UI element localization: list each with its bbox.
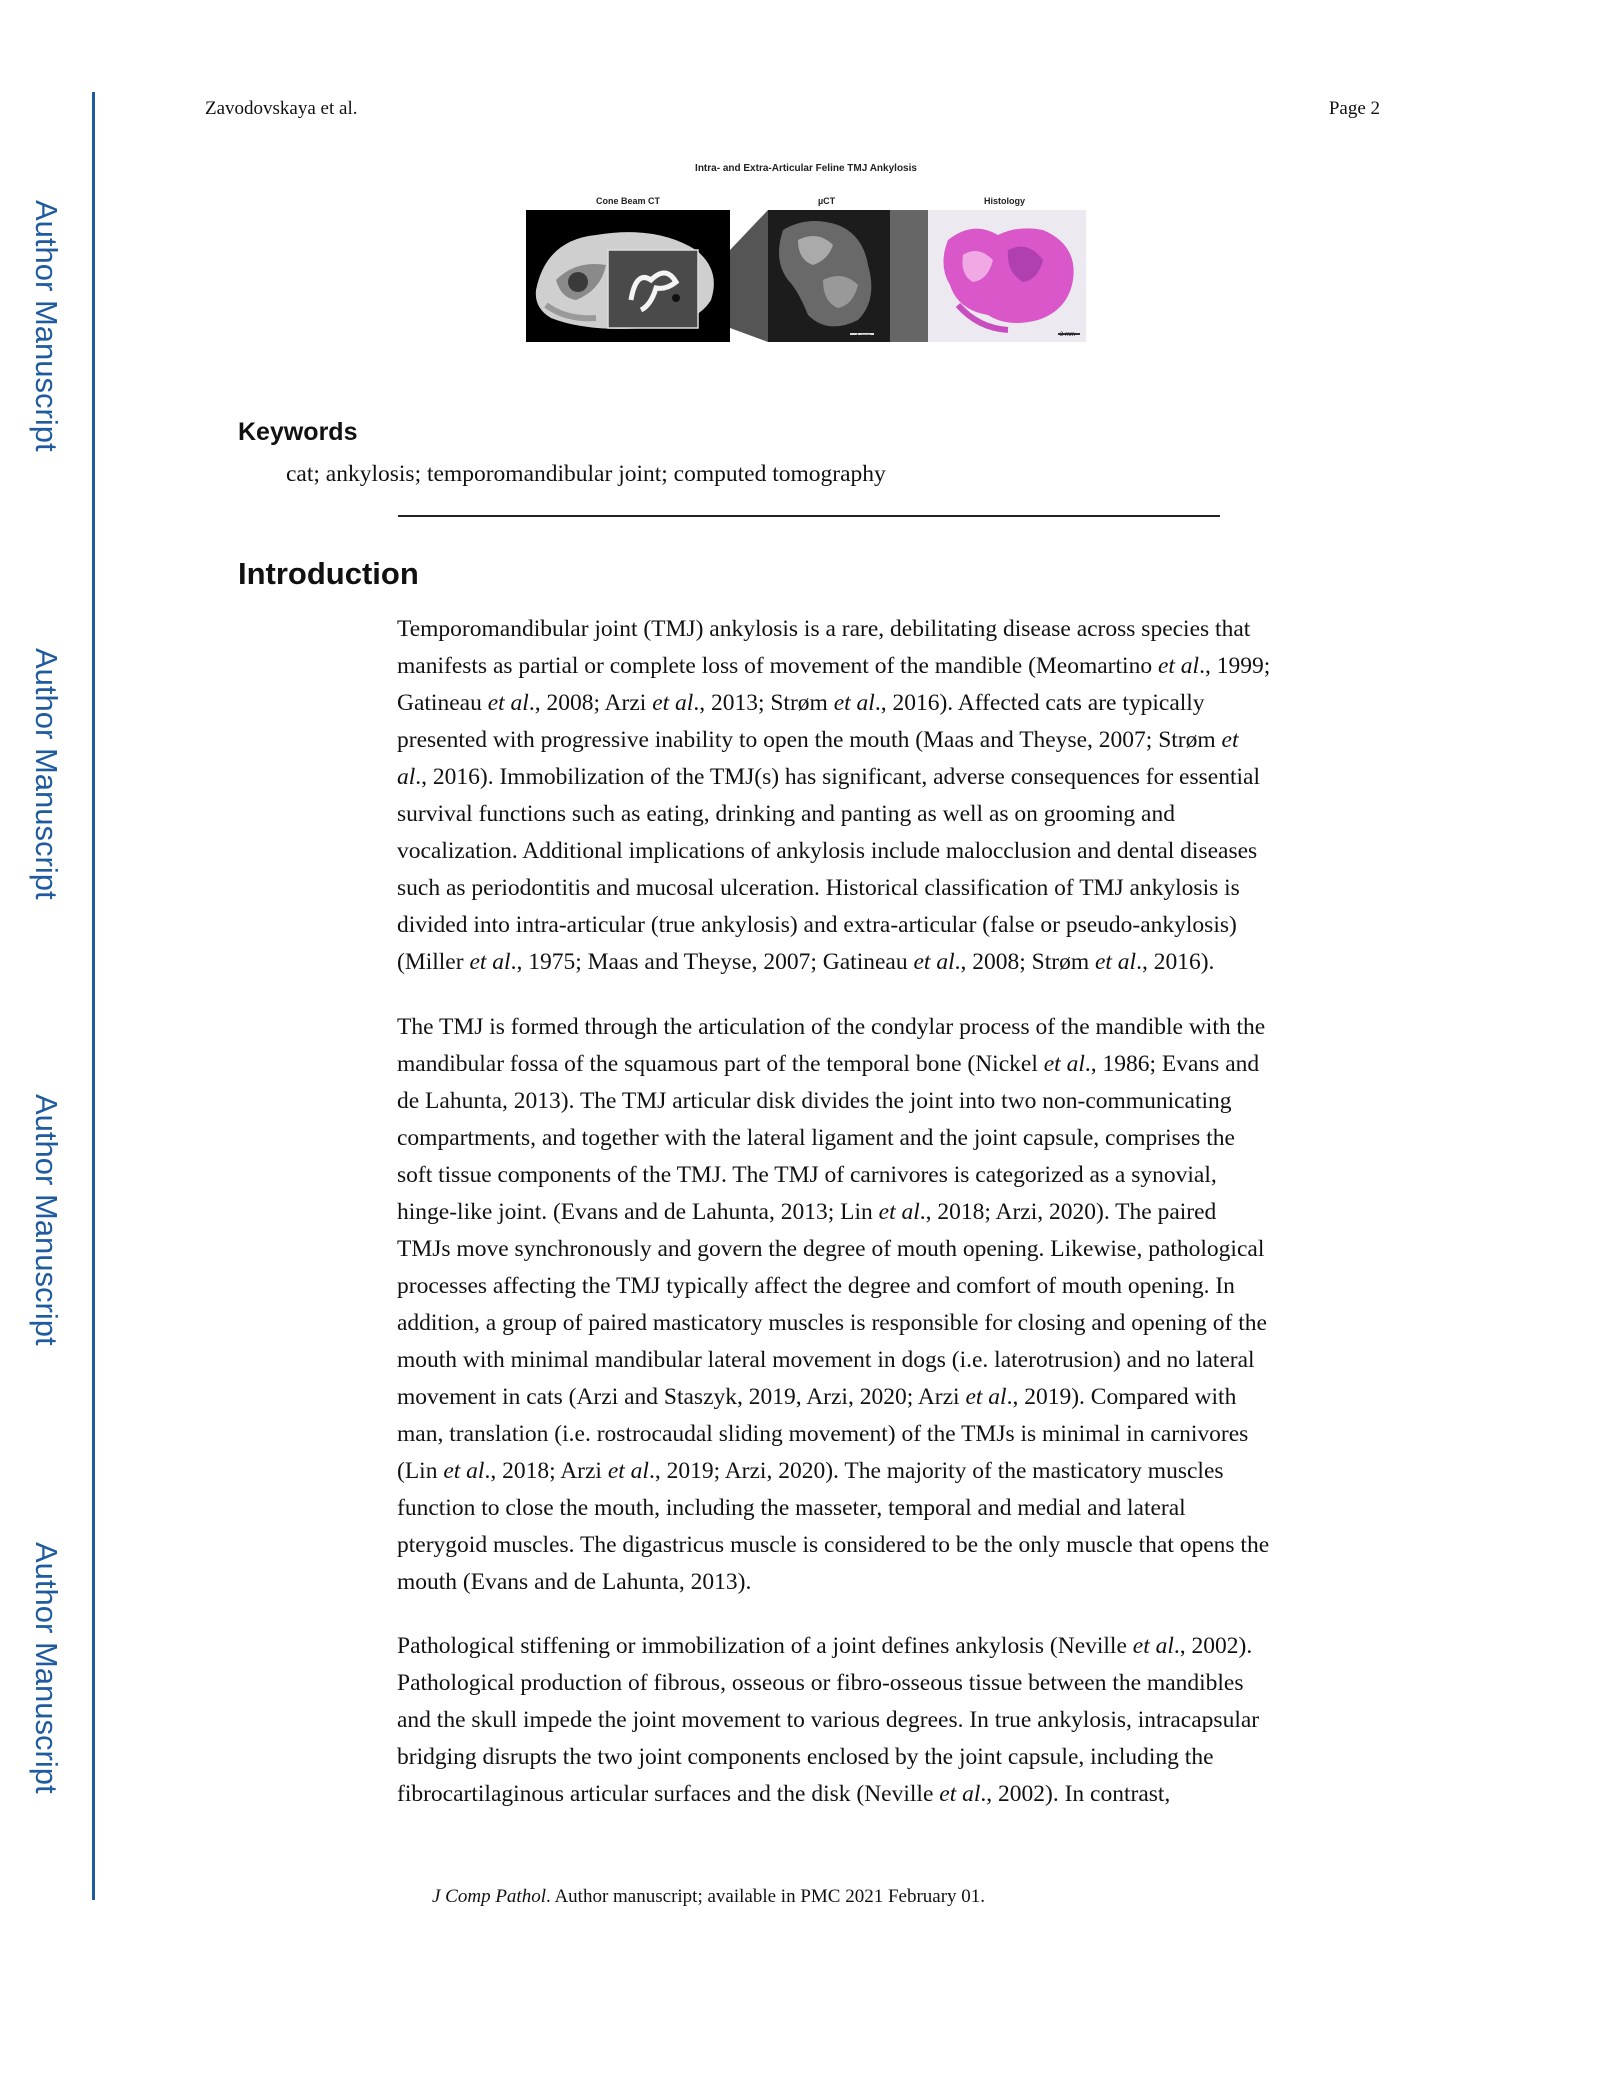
section-heading-introduction: Introduction [238, 556, 419, 591]
citation-footer [432, 1886, 985, 1908]
journal-name: J Comp Pathol [432, 1886, 546, 1907]
text-line: mouth (Evans and de Lahunta, 2013). [397, 1569, 752, 1595]
text-line: de Lahunta, 2013). The TMJ articular disk divides the joint into two non-communicating [397, 1088, 1232, 1114]
text-line: TMJs move synchronously and govern the degree of mouth opening. Likewise, pathological [397, 1236, 1265, 1262]
text-line: Pathological production of fibrous, osseous or fibro-osseous tissue between the mandibles [397, 1670, 1244, 1696]
text-line: divided into intra-articular (true ankylosis) and extra-articular (false or pseudo-ankylosis) [397, 912, 1237, 938]
text-line: fibrocartilaginous articular surfaces and the disk (Neville et al., 2002). In contrast, [397, 1781, 1171, 1807]
text-line: function to close the mouth, including the masseter, temporal and medial and lateral [397, 1495, 1186, 1521]
text-line: Temporomandibular joint (TMJ) ankylosis is a rare, debilitating disease across species that [397, 616, 1251, 642]
text-line: mandibular fossa of the squamous part of the temporal bone (Nickel et al., 1986; Evans and [397, 1051, 1260, 1077]
text-line: (Lin et al., 2018; Arzi et al., 2019; Arzi, 2020). The majority of the masticatory muscles [397, 1458, 1224, 1484]
zoom-connector [890, 210, 928, 342]
sidebar-rule [92, 92, 95, 1900]
text-line: addition, a group of paired masticatory muscles is responsible for closing and opening of the [397, 1310, 1267, 1336]
text-line: pterygoid muscles. The digastricus muscle is considered to be the only muscle that opens the [397, 1532, 1270, 1558]
text-line: survival functions such as eating, drinking and panting as well as on grooming and [397, 801, 1175, 827]
text-line: compartments, and together with the lateral ligament and the joint capsule, comprises the [397, 1125, 1235, 1151]
paragraph [397, 1009, 1387, 1601]
text-line: and the skull impede the joint movement to various degrees. In true ankylosis, intracapsular [397, 1707, 1260, 1733]
keywords-list: cat; ankylosis; temporomandibular joint; computed tomography [286, 461, 886, 487]
histology-image [928, 210, 1086, 342]
section-divider [398, 515, 1220, 517]
keywords-heading: Keywords [238, 418, 358, 446]
panel-label-histology: Histology [984, 196, 1026, 206]
microct-image [768, 210, 890, 342]
text-line: processes affecting the TMJ typically affect the degree and comfort of mouth opening. In [397, 1273, 1235, 1299]
text-line: mouth with minimal mandibular lateral movement in dogs (i.e. laterotrusion) and no lateral [397, 1347, 1255, 1373]
text-line: manifests as partial or complete loss of movement of the mandible (Meomartino et al., 1999; [397, 653, 1271, 679]
text-line: presented with progressive inability to open the mouth (Maas and Theyse, 2007; Strøm et [397, 727, 1239, 753]
paragraph [397, 611, 1387, 981]
text-line: bridging disrupts the two joint components enclosed by the joint capsule, including the [397, 1744, 1214, 1770]
footer-text: . Author manuscript; available in PMC 2021 February 01. [546, 1886, 986, 1907]
text-line: (Miller et al., 1975; Maas and Theyse, 2007; Gatineau et al., 2008; Strøm et al., 2016). [397, 949, 1215, 975]
text-line: movement in cats (Arzi and Staszyk, 2019, Arzi, 2020; Arzi et al., 2019). Compared with [397, 1384, 1237, 1410]
text-line: vocalization. Additional implications of ankylosis include malocclusion and dental diseases [397, 838, 1258, 864]
panel-label-cbct: Cone Beam CT [596, 196, 661, 206]
text-line: al., 2016). Immobilization of the TMJ(s) has significant, adverse consequences for essential [397, 764, 1260, 790]
running-header-authors: Zavodovskaya et al. [205, 98, 358, 119]
graphical-abstract-figure [526, 160, 1086, 350]
scale-bar-label: 2 mm [1060, 332, 1075, 338]
text-line: soft tissue components of the TMJ. The TMJ of carnivores is categorized as a synovial, [397, 1162, 1217, 1188]
cbct-skull-image [526, 210, 730, 342]
paragraph [397, 1628, 1387, 1813]
scale-bar-label: 1 mm [856, 334, 871, 340]
panel-label-microct: µCT [818, 196, 836, 206]
zoom-connector [730, 210, 768, 342]
text-line: Pathological stiffening or immobilization of a joint defines ankylosis (Neville et al., 2002). [397, 1633, 1253, 1659]
text-line: man, translation (i.e. rostrocaudal sliding movement) of the TMJs is minimal in carnivores [397, 1421, 1249, 1447]
text-line: The TMJ is formed through the articulation of the condylar process of the mandible with the [397, 1014, 1266, 1040]
text-line: such as periodontitis and mucosal ulceration. Historical classification of TMJ ankylosis is [397, 875, 1240, 901]
text-line: hinge-like joint. (Evans and de Lahunta, 2013; Lin et al., 2018; Arzi, 2020). The paired [397, 1199, 1217, 1225]
page-number: Page 2 [1328, 98, 1380, 119]
text-line: Gatineau et al., 2008; Arzi et al., 2013; Strøm et al., 2016). Affected cats are typically [397, 690, 1205, 716]
figure-title: Intra- and Extra-Articular Feline TMJ Ankylosis [695, 163, 917, 174]
